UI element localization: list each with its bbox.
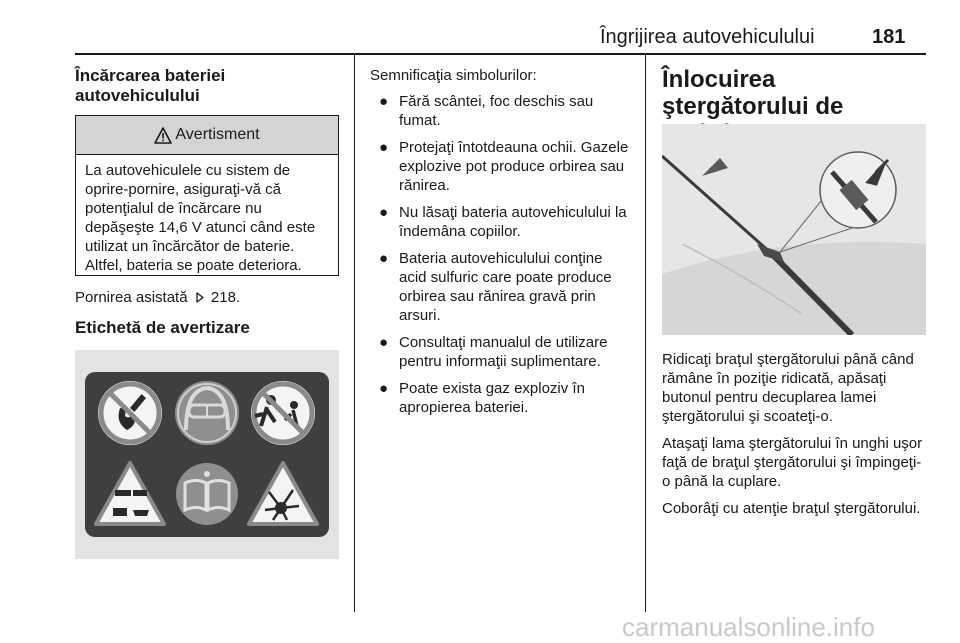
assist-start-page-link[interactable]: 218. xyxy=(210,289,241,306)
warning-title: Avertisment xyxy=(175,126,260,143)
wiper-instructions xyxy=(662,350,926,526)
running-header-title: Îngrijirea autovehiculului xyxy=(600,26,815,48)
list-item-text: Poate exista gaz exploziv în apropierea bateriei. xyxy=(399,380,585,416)
warning-line: oprire-pornire, asiguraţi-vă că xyxy=(85,181,281,198)
eye-protection-icon xyxy=(175,381,239,445)
page-reference-icon xyxy=(195,289,205,299)
warning-header xyxy=(76,116,338,155)
assist-start-line xyxy=(75,288,340,307)
warning-line: Altfel, bateria se poate deteriora. xyxy=(85,257,302,274)
warning-line: utilizat un încărcător de baterie. xyxy=(85,238,295,255)
list-item-text: Nu lăsaţi bateria autovehiculului la îndemâna copiilor. xyxy=(399,204,627,240)
list-item: ● Protejaţi întotdeauna ochii. Gazele explozive pot produce orbirea sau rănirea. xyxy=(379,139,629,194)
section-heading-warning-label: Etichetă de avertizare xyxy=(75,318,250,337)
symbol-meaning-intro: Semnificaţia simbolurilor: xyxy=(370,67,537,84)
assist-start-text: Pornirea asistată xyxy=(75,289,188,306)
list-item: ● Poate exista gaz exploziv în apropierea bateriei. xyxy=(379,380,585,416)
section-heading-battery-charging: Încărcarea bateriei autovehiculului xyxy=(75,66,226,105)
warning-line: La autovehiculele cu sistem de xyxy=(85,162,291,179)
page-number: 181 xyxy=(872,26,906,48)
instruction-paragraph: Ridicaţi braţul ştergătorului până când rămâne în poziţie ridicată, apăsaţi butonul pentru decuplarea lamei ştergătorului şi scoateţi-o. xyxy=(662,351,914,425)
warning-box xyxy=(75,115,339,276)
manual-icon xyxy=(176,463,238,525)
warning-text xyxy=(76,155,338,275)
warning-line: potenţialul de încărcare nu xyxy=(85,200,262,217)
header-rule xyxy=(75,53,926,55)
battery-warning-label-image xyxy=(75,350,339,559)
symbol-meaning-list xyxy=(370,92,632,425)
keep-away-children-icon xyxy=(251,381,315,445)
instruction-paragraph: Ataşaţi lama ştergătorului în unghi uşor faţă de braţul ştergătorului şi împingeţi-o până la cuplare. xyxy=(662,435,923,490)
list-item-text: Fără scântei, foc deschis sau fumat. xyxy=(399,93,594,129)
list-item: ● Consultaţi manualul de utilizare pentru informaţii suplimentare. xyxy=(379,334,608,370)
list-item: ● Bateria autovehiculului conţine acid sulfuric care poate produce orbirea sau rănirea gravă prin arsuri. xyxy=(379,250,612,324)
list-item-text: Bateria autovehiculului conţine acid sulfuric care poate produce orbirea sau rănirea gravă prin arsuri. xyxy=(399,250,612,324)
list-item-text: Consultaţi manualul de utilizare pentru informaţii suplimentare. xyxy=(399,334,608,370)
wiper-blade-illustration xyxy=(662,124,926,335)
column-divider xyxy=(354,55,355,612)
list-item-text: Protejaţi întotdeauna ochii. Gazele explozive pot produce orbirea sau rănirea. xyxy=(399,139,629,194)
list-item: ● Nu lăsaţi bateria autovehiculului la îndemâna copiilor. xyxy=(379,204,627,240)
no-fire-icon xyxy=(98,381,162,445)
watermark: carmanualsonline.info xyxy=(622,612,875,642)
column-divider xyxy=(645,55,646,612)
list-item: ● Fără scântei, foc deschis sau fumat. xyxy=(379,93,594,129)
warning-line: depăşeşte 14,6 V atunci când este xyxy=(85,219,316,236)
instruction-paragraph: Coborâţi cu atenţie braţul ştergătorului. xyxy=(662,500,921,517)
section-heading-wiper-replacement: Înlocuirea ştergătorului de xyxy=(662,66,844,120)
warning-triangle-icon xyxy=(154,127,172,144)
